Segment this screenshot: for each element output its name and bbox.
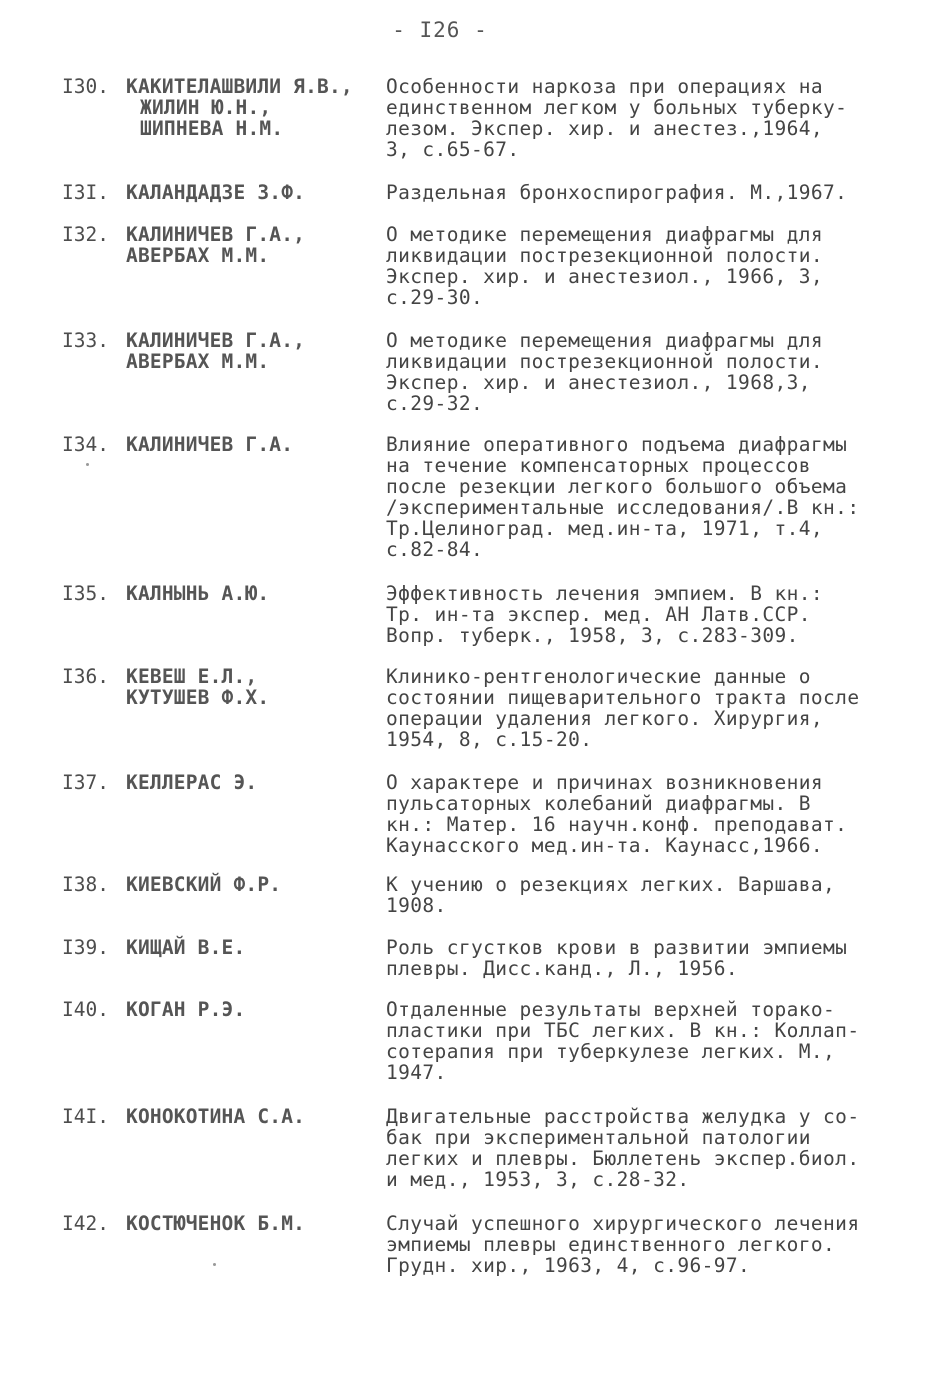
author-name: КАЛИНИЧЕВ Г.А., — [126, 223, 306, 246]
citation-line: состоянии пищеварительного тракта после — [386, 686, 860, 709]
citation-line: кн.: Матер. 16 научн.конф. преподават. — [386, 813, 848, 836]
author-name: КИЩАЙ В.Е. — [126, 936, 246, 959]
citation-line: Экспер. хир. и анестезиол., 1968,3, — [386, 371, 811, 394]
citation-line: пульсаторных колебаний диафрагмы. В — [386, 792, 811, 815]
entry-citation — [386, 330, 906, 414]
entry-authors — [126, 583, 386, 604]
citation-line: Особенности наркоза при операциях на — [386, 75, 824, 98]
citation-line: О методике перемещения диафрагмы для — [386, 329, 824, 352]
entry-citation — [386, 76, 906, 160]
author-name: КАКИТЕЛАШВИЛИ Я.В., — [126, 75, 353, 98]
author-name: КУТУШЕВ Ф.Х. — [126, 686, 270, 709]
author-name: КЕЛЛЕРАС Э. — [126, 771, 258, 794]
citation-line: пластики при ТБС легких. В кн.: Коллап- — [386, 1019, 860, 1042]
entry-citation — [386, 583, 906, 646]
author-name: КИЕВСКИЙ Ф.Р. — [126, 873, 282, 896]
citation-line: 3, с.65-67. — [386, 138, 520, 161]
citation-line: Вопр. туберк., 1958, 3, с.283-309. — [386, 624, 799, 647]
citation-line: Тр.Целиноград. мед.ин-та, 1971, т.4, — [386, 517, 824, 540]
entry-number: I34. — [62, 433, 109, 456]
entry-authors — [126, 874, 386, 895]
entry-number: I38. — [62, 873, 109, 896]
entry-citation — [386, 666, 906, 750]
citation-line: сотерапия при туберкулезе легких. М., — [386, 1040, 836, 1063]
entry-citation — [386, 999, 906, 1083]
entry-citation — [386, 874, 906, 916]
entry-number: I30. — [62, 75, 109, 98]
entry-authors — [126, 772, 386, 793]
entry-authors — [126, 330, 386, 372]
entry-citation — [386, 1106, 906, 1190]
entry-number: I3I. — [62, 181, 109, 204]
citation-line: Влияние оперативного подъема диафрагмы — [386, 433, 848, 456]
citation-line: и мед., 1953, 3, с.28-32. — [386, 1168, 690, 1191]
entry-number: I33. — [62, 329, 109, 352]
entry-citation — [386, 224, 906, 308]
entry-number: I39. — [62, 936, 109, 959]
stray-mark — [213, 1263, 216, 1266]
author-name: ШИПНЕВА Н.М. — [140, 117, 284, 140]
author-name: ЖИЛИН Ю.Н., — [140, 96, 272, 119]
citation-line: легких и плевры. Бюллетень экспер.биол. — [386, 1147, 860, 1170]
entry-citation — [386, 434, 906, 560]
citation-line: бак при экспериментальной патологии — [386, 1126, 811, 1149]
citation-line: Грудн. хир., 1963, 4, с.96-97. — [386, 1254, 751, 1277]
citation-line: единственном легком у больных туберку- — [386, 96, 848, 119]
entry-number: I42. — [62, 1212, 109, 1235]
citation-line: Отдаленные результаты верхней торако- — [386, 998, 836, 1021]
citation-line: Эффективность лечения эмпием. В кн.: — [386, 582, 824, 605]
entry-number: I37. — [62, 771, 109, 794]
citation-line: /экспериментальные исследования/.В кн.: — [386, 496, 860, 519]
citation-line: Экспер. хир. и анестезиол., 1966, 3, — [386, 265, 824, 288]
citation-line: лезом. Экспер. хир. и анестез.,1964, — [386, 117, 824, 140]
citation-line: плевры. Дисс.канд., Л., 1956. — [386, 957, 739, 980]
entry-authors — [126, 434, 386, 455]
citation-line: на течение компенсаторных процессов — [386, 454, 811, 477]
author-name: КОСТЮЧЕНОК Б.М. — [126, 1212, 306, 1235]
citation-line: 1954, 8, с.15-20. — [386, 728, 593, 751]
citation-line: ликвидации пострезекционной полости. — [386, 244, 824, 267]
entry-number: I4I. — [62, 1105, 109, 1128]
entry-number: I35. — [62, 582, 109, 605]
page-number: - I26 - — [392, 18, 488, 42]
citation-line: Раздельная бронхоспирография. М.,1967. — [386, 181, 848, 204]
entry-citation — [386, 937, 906, 979]
entry-citation — [386, 772, 906, 856]
citation-line: О методике перемещения диафрагмы для — [386, 223, 824, 246]
author-name: КОГАН Р.Э. — [126, 998, 246, 1021]
entry-citation — [386, 182, 906, 203]
citation-line: 1908. — [386, 894, 447, 917]
author-name: КЕВЕШ Е.Л., — [126, 665, 258, 688]
citation-line: операции удаления легкого. Хирургия, — [386, 707, 824, 730]
author-name: КАЛНЫНЬ А.Ю. — [126, 582, 270, 605]
author-name: КАЛАНДАДЗЕ З.Ф. — [126, 181, 306, 204]
citation-line: Клинико-рентгенологические данные о — [386, 665, 811, 688]
entry-authors — [126, 666, 386, 708]
citation-line: после резекции легкого большого объема — [386, 475, 848, 498]
entry-authors — [126, 224, 386, 266]
citation-line: 1947. — [386, 1061, 447, 1084]
author-name: КАЛИНИЧЕВ Г.А., — [126, 329, 306, 352]
entry-authors — [126, 999, 386, 1020]
citation-line: О характере и причинах возникновения — [386, 771, 824, 794]
entry-authors — [126, 76, 386, 139]
entry-authors — [126, 1106, 386, 1127]
author-name: КОНОКОТИНА С.А. — [126, 1105, 306, 1128]
citation-line: К учению о резекциях легких. Варшава, — [386, 873, 836, 896]
citation-line: Двигательные расстройства желудка у со- — [386, 1105, 860, 1128]
citation-line: эмпиемы плевры единственного легкого. — [386, 1233, 836, 1256]
author-name: АВЕРБАХ М.М. — [126, 350, 270, 373]
entry-number: I36. — [62, 665, 109, 688]
citation-line: Тр. ин-та экспер. мед. АН Латв.ССР. — [386, 603, 811, 626]
citation-line: ликвидации пострезекционной полости. — [386, 350, 824, 373]
citation-line: Случай успешного хирургического лечения — [386, 1212, 860, 1235]
stray-mark — [86, 463, 89, 466]
citation-line: с.29-32. — [386, 392, 484, 415]
citation-line: Каунасского мед.ин-та. Каунасс,1966. — [386, 834, 824, 857]
entry-authors — [126, 1213, 386, 1234]
author-name: АВЕРБАХ М.М. — [126, 244, 270, 267]
entry-authors — [126, 937, 386, 958]
entry-authors — [126, 182, 386, 203]
citation-line: Роль сгустков крови в развитии эмпиемы — [386, 936, 848, 959]
author-name: КАЛИНИЧЕВ Г.А. — [126, 433, 294, 456]
entry-citation — [386, 1213, 906, 1276]
entry-number: I32. — [62, 223, 109, 246]
citation-line: с.82-84. — [386, 538, 484, 561]
entry-number: I40. — [62, 998, 109, 1021]
citation-line: с.29-30. — [386, 286, 484, 309]
